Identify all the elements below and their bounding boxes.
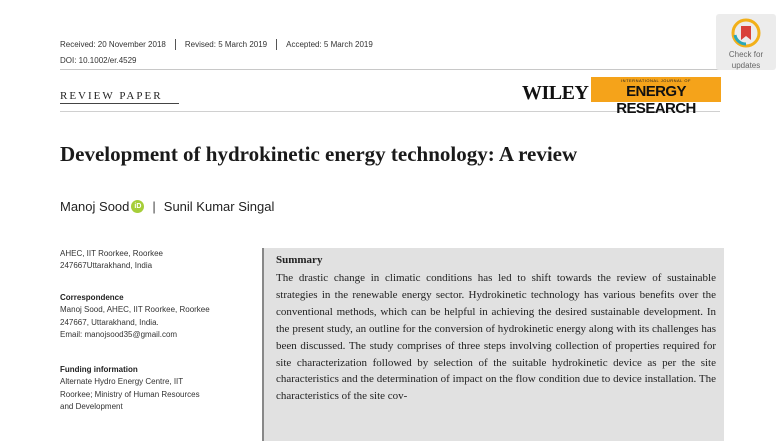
revised-date: Revised: 5 March 2019	[184, 40, 268, 49]
funding-heading: Funding information	[60, 365, 138, 374]
header-divider	[60, 69, 720, 70]
abstract-text: The drastic change in climatic conditions has led to shift towards the review of sustainable strategies in the renewable energy sector. Hydrokinetic technology has various benefits over the conventional methods, which can be helpful in achieving the desired sustainable development. In the present study, an outline for the conversion of hydrokinetic energy along with its challenges has been discussed. The study comprises of three steps involving collection of properties required for site characterization followed by selection of the suitable hydrokinetic device as per the site characteristics and the determination of impact on the flow condition due to device installation. The characteristics of the site cov-	[276, 272, 716, 403]
author-name[interactable]: Sunil Kumar Singal	[163, 199, 275, 214]
affiliation-line: AHEC, IIT Roorkee, Roorkee	[60, 249, 164, 258]
funding-line: and Development	[60, 401, 123, 411]
badge-label-2: updates	[731, 61, 761, 70]
funding-information	[60, 364, 250, 413]
author-name[interactable]: Manoj Sood	[60, 199, 130, 214]
badge-label-1: Check for	[728, 50, 764, 59]
correspondence-email[interactable]: Email: manojsood35@gmail.com	[60, 329, 178, 339]
date-separator	[276, 39, 277, 50]
accepted-date: Accepted: 5 March 2019	[286, 40, 373, 49]
doi[interactable]: DOI: 10.1002/er.4529	[60, 56, 137, 65]
abstract-heading: Summary	[276, 254, 323, 266]
affiliation-line: 247667Uttarakhand, India	[60, 261, 153, 271]
check-for-updates-icon	[731, 18, 761, 48]
paper-title: Development of hydrokinetic energy technology: A review	[60, 142, 578, 166]
journal-logo	[591, 77, 721, 117]
correspondence-line: 247667, Uttarakhand, India.	[60, 317, 159, 327]
article-type: REVIEW PAPER	[60, 90, 163, 102]
author-list	[60, 199, 274, 214]
article-dates	[60, 39, 373, 50]
received-date: Received: 20 November 2018	[60, 40, 166, 49]
article-type-underline	[60, 103, 179, 104]
orcid-icon[interactable]: iD	[131, 200, 144, 213]
publisher-logo: WILEY	[522, 82, 589, 104]
journal-logo-small: INTERNATIONAL JOURNAL OF	[621, 78, 691, 83]
funding-line: Roorkee; Ministry of Human Resources	[60, 389, 200, 399]
abstract-box	[262, 248, 724, 441]
correspondence	[60, 292, 250, 341]
date-separator	[175, 39, 176, 50]
correspondence-heading: Correspondence	[60, 293, 124, 302]
funding-line: Alternate Hydro Energy Centre, IIT	[60, 377, 184, 387]
author-separator: |	[152, 199, 156, 214]
check-for-updates-badge[interactable]	[716, 14, 776, 70]
affiliation	[60, 248, 250, 273]
correspondence-line: Manoj Sood, AHEC, IIT Roorkee, Roorkee	[60, 305, 210, 315]
journal-logo-name: ENERGY RESEARCH	[616, 83, 696, 117]
